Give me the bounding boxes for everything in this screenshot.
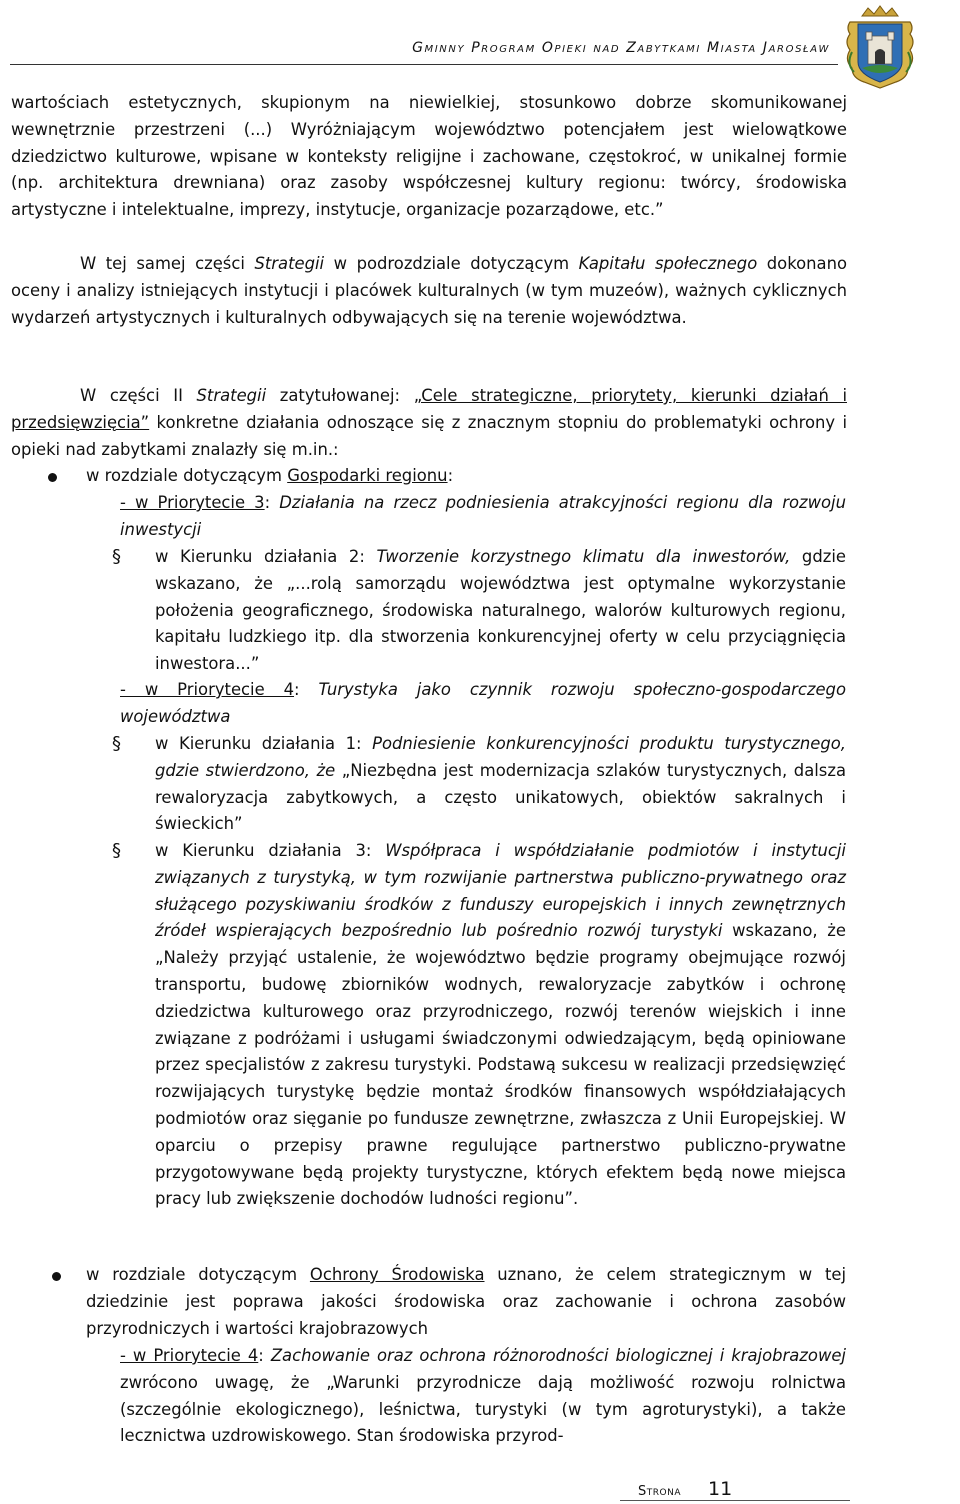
env-priority-4-sep: :	[258, 1346, 271, 1365]
p3-text-e: konkretne działania odnoszące się z znacznym stopniu do problematyki ochrony i opieki nad zabytkami znalazły się m.in.:	[11, 412, 847, 459]
bullet-1	[86, 463, 846, 490]
paragraph-1: wartościach estetycznych, skupionym na niewielkiej, stosunkowo dobrze skomunikowanej wewnętrznie przestrzeni (...) Wyróżniającym województwo potencjałem jest wielowątkowe dziedzictwo kulturowe, wpisane w konteksty religijne i zachowane, częstokroć, w unikalnej formie (np. architektura drewniana) oraz zasoby współczesnej kultury regionu: twórcy, środowiska artystyczne i intelektualne, imprezy, instytucje, organizacje pozarządowe, etc.”	[11, 93, 847, 220]
direction-3-block	[155, 838, 846, 1213]
p2-text-a: W tej samej części	[80, 254, 255, 273]
direction-1-title: Podniesienie konkurencyjności produktu turystycznego, gdzie stwierdzono, że	[155, 734, 846, 780]
b2-environment-link: Ochrony Środowiska	[309, 1265, 485, 1284]
p3-text-c: zatytułowanej:	[266, 386, 414, 405]
header-divider	[10, 64, 838, 65]
p2-strategy-title: Strategii	[254, 254, 325, 273]
coat-of-arms-icon	[842, 4, 918, 90]
direction-3-quote: wskazano, że „Należy przyjąć ustalenie, że województwo będzie programy obejmujące rozwój transportu, budowę zbiorników wodnych, rewaloryzacje zabytków i ochronę dziedzictwa kulturowego oraz przyrodniczego, rozwój terenów wiejskich i inne związane z podróżami i usługami świadczonymi odwiedzającym, będą opiniowane przez specjalistów z zakresu turystyki. Podstawą sukcesu w realizacji przedsięwzięć rozwijających turystykę będzie montaż środków finansowych współdziałających podmiotów oraz sięganie po fundusze zewnętrzne, zwłaszcza z Unii Europejskiej. W oparciu o przepisy prawne regulujące partnerstwo publiczno-prywatne przygotowywane będą projekty turystyczne, których efektem będą nowe miejsca pracy lub zwiększenie dochodów ludności regionu”.	[155, 921, 846, 1209]
direction-1-label: w Kierunku działania 1:	[155, 734, 373, 753]
bullet-icon	[48, 473, 57, 482]
paragraph-2-block	[11, 251, 847, 331]
direction-2-label: w Kierunku działania 2:	[155, 547, 377, 566]
b1-text-c: :	[447, 466, 454, 485]
p3-section-title: „Cele strategiczne, priorytety, kierunki działań i przedsięwzięcia”	[11, 386, 847, 432]
paragraph-3	[11, 383, 847, 463]
footer-page-label: Strona	[638, 1484, 681, 1499]
direction-1-text	[155, 731, 846, 838]
priority-4-sep: :	[294, 680, 319, 699]
section-mark-icon: §	[112, 733, 121, 754]
bullet-1-text	[86, 463, 846, 490]
priority-4-block	[120, 677, 846, 731]
direction-3-text	[155, 838, 846, 1213]
header-title: Gminny Program Opieki nad Zabytkami Miasta Jarosław	[412, 40, 830, 56]
b1-text-a: w rozdziale dotyczącym	[86, 466, 288, 485]
bullet-icon	[52, 1272, 61, 1281]
section-mark-icon: §	[112, 546, 121, 567]
env-priority-4-title: Zachowanie oraz ochrona różnorodności biologicznej i krajobrazowej	[270, 1346, 846, 1365]
env-priority-4-quote: zwrócono uwagę, że „Warunki przyrodnicze dają możliwość rozwoju rolnictwa (szczególnie ekologicznego), leśnictwa, turystyki (w tym agroturystyki), a także lecznictwa uzdrowiskowego. Stan środowiska przyrod-	[120, 1372, 846, 1446]
direction-3-title: Współpraca i współdziałanie podmiotów i instytucji związanych z turystyką, w tym rozwijanie partnerstwa publiczno-prywatnego oraz służącego pozyskiwaniu środków z funduszy europejskich i innych zewnętrznych źródeł wspierających bezpośrednio lub pośrednio rozwój turystyki	[155, 841, 846, 941]
bullet-2-text	[86, 1262, 846, 1342]
paragraph-3-block	[11, 383, 847, 463]
env-priority-4-text	[120, 1343, 846, 1450]
priority-3-sep: :	[264, 493, 280, 512]
paragraph-quote-continuation	[11, 90, 847, 224]
direction-2-block	[155, 544, 846, 678]
b2-text-a: w rozdziale dotyczącym	[86, 1265, 310, 1284]
priority-4-title: Turystyka jako czynnik rozwoju społeczno-gospodarczego województwa	[120, 680, 846, 726]
section-mark-icon: §	[112, 840, 121, 861]
priority-3-text	[120, 490, 846, 544]
priority-4-label: - w Priorytecie 4	[120, 680, 295, 699]
direction-2-title: Tworzenie korzystnego klimatu dla inwestorów,	[376, 547, 791, 566]
b1-economy-link: Gospodarki regionu	[287, 466, 448, 485]
bullet-2	[86, 1262, 846, 1342]
p3-text-a: W części II	[80, 386, 197, 405]
p3-strategy-title: Strategii	[196, 386, 267, 405]
direction-2-quote: gdzie wskazano, że „...rolą samorządu województwa jest optymalne wykorzystanie położenia geograficznego, środowiska naturalnego, walorów kulturowych regionu, kapitału ludzkiego itp. dla stworzenia konkurencyjnej oferty w celu przyciągnięcia inwestora...”	[155, 547, 846, 674]
page-number: 11	[708, 1478, 733, 1500]
b2-text-c: uznano, że celem strategicznym w tej dziedzinie jest poprawa jakości środowiska oraz zachowanie i ochrona zasobów przyrodniczych i wartości krajobrazowych	[86, 1265, 847, 1338]
priority-3-label: - w Priorytecie 3	[120, 493, 265, 512]
direction-2-text	[155, 544, 846, 678]
priority-3-title: Działania na rzecz podniesienia atrakcyjności regionu dla rozwoju inwestycji	[120, 493, 846, 539]
footer-divider	[620, 1500, 850, 1501]
priority-3-block	[120, 490, 846, 544]
direction-3-label: w Kierunku działania 3:	[155, 841, 386, 860]
p2-text-e: dokonano oceny i analizy istniejących instytucji i placówek kulturalnych (w tym muzeów), ważnych cyklicznych wydarzeń artystycznych i kulturalnych odbywających się na terenie województwa.	[11, 254, 847, 327]
env-priority-4-label: - w Priorytecie 4	[120, 1346, 259, 1365]
direction-1-quote: „Niezbędna jest modernizacja szlaków turystycznych, dalsza rewaloryzacja zabytkowych, a często unikatowych, obiektów sakralnych i świeckich”	[155, 760, 846, 834]
direction-1-block	[155, 731, 846, 838]
p2-social-capital: Kapitału społecznego	[578, 254, 758, 273]
p2-text-c: w podrozdziale dotyczącym	[324, 254, 579, 273]
env-priority-4-block	[120, 1343, 846, 1450]
paragraph-2	[11, 251, 847, 331]
priority-4-text	[120, 677, 846, 731]
